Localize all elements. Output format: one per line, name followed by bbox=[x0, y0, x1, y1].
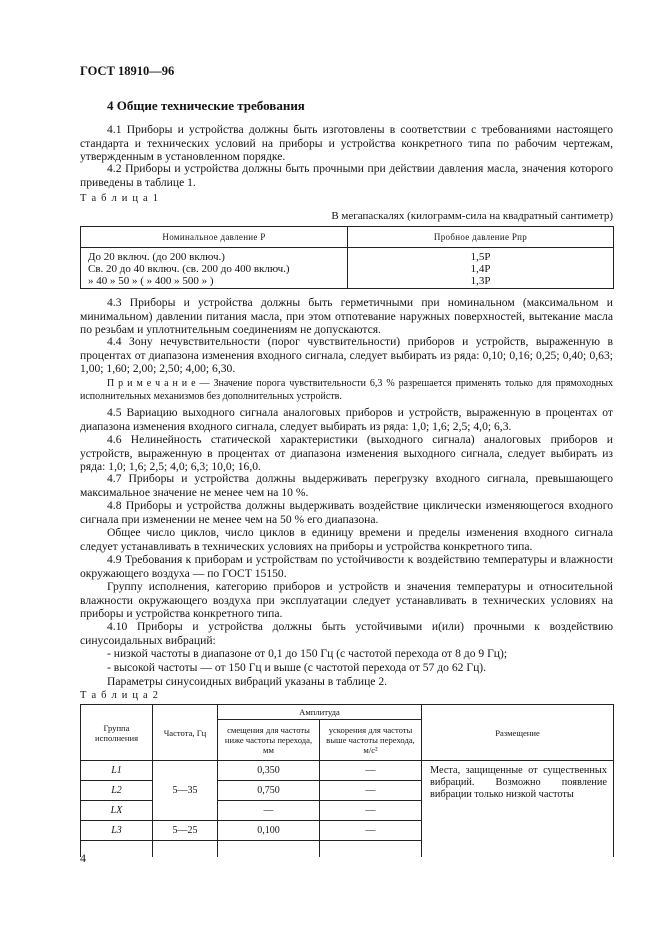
table-row bbox=[81, 761, 614, 781]
paragraph-4-2: 4.2 Приборы и устройства должны быть прочными при действии давления масла, значения которого приведены в таблице 1. bbox=[80, 162, 613, 189]
note: П р и м е ч а н и е — Значение порога чувствительности 6,3 % разрешается применять только для прямоходных исполнительных механизмов без дополнительных устройств. bbox=[80, 378, 613, 402]
table-2-header-frequency: Частота, Гц bbox=[153, 705, 218, 761]
table-2-frequency-cell: 5—25 bbox=[153, 821, 218, 841]
table-2-acceleration-cell: — bbox=[320, 821, 422, 841]
paragraph-4-9-continued: Группу исполнения, категорию приборов и устройств и значения температуры и относительной влажности окружающего воздуха при эксплуатации следует устанавливать в технических условиях на приборы и устройства конкретного типа. bbox=[80, 580, 613, 621]
table-2-empty-cell bbox=[81, 841, 153, 858]
table-2-frequency-cell: 5—35 bbox=[153, 761, 218, 821]
table-2-displacement-cell: — bbox=[218, 801, 320, 821]
table-1-nominal-cell: До 20 включ. (до 200 включ.) bbox=[88, 251, 225, 263]
paragraph-4-4: 4.4 Зону нечувствительности (порог чувствительности) приборов и устройств, выраженную в процентах от диапазона изменения входного сигнала, следует выбирать из ряда: 0,10; 0,16; 0,25; 0,40; 0,63; 1,00; 1,60; 2,00; 2,50; 4,00; 6,30. bbox=[80, 335, 613, 376]
table-2-header-placement: Размещение bbox=[422, 705, 614, 761]
paragraph-4-6: 4.6 Нелинейность статической характеристики (выходного сигнала) аналоговых приборов и устройств, выраженную в процентах от диапазона изменения выходного сигнала, следует выбирать из ряда: 1,0; 1,6; 2,5; 4,0; 6,3; 10,0; 16,0. bbox=[80, 433, 613, 474]
table-2-empty-cell bbox=[218, 841, 320, 858]
table-1-caption: Т а б л и ц а 1 bbox=[80, 193, 160, 204]
paragraph-4-7: 4.7 Приборы и устройства должны выдерживать перегрузку входного сигнала, превышающего максимальное значение не менее чем на 10 %. bbox=[80, 472, 613, 499]
table-1-units: В мегапаскалях (килограмм-сила на квадратный сантиметр) bbox=[331, 210, 613, 222]
table-2-group-cell: L3 bbox=[81, 821, 153, 841]
table-2 bbox=[80, 704, 614, 857]
table-2-header-group: Группа исполнения bbox=[81, 705, 153, 761]
paragraph-4-8: 4.8 Приборы и устройства должны выдерживать воздействие циклически изменяющегося входного сигнала при изменении не менее чем на 50 % его диапазона. bbox=[80, 499, 613, 526]
table-2-acceleration-cell: — bbox=[320, 761, 422, 781]
table-1-nominal-cell: » 40 » 50 » ( » 400 » 500 » ) bbox=[88, 275, 214, 287]
table-1-test-cell: 1,5P bbox=[470, 251, 491, 263]
table-2-caption: Т а б л и ц а 2 bbox=[80, 690, 160, 701]
table-2-header-displacement: смещения для частоты ниже частоты перехода, мм bbox=[218, 720, 320, 761]
table-2-acceleration-cell: — bbox=[320, 801, 422, 821]
table-1-header-nominal: Номинальное давление P bbox=[81, 227, 348, 248]
bullet-high-frequency: - высокой частоты — от 150 Гц и выше (с частотой перехода от 57 до 62 Гц). bbox=[107, 661, 487, 674]
paragraph-4-10: 4.10 Приборы и устройства должны быть устойчивыми и(или) прочными к воздействию синусоидальных вибраций: bbox=[80, 620, 613, 647]
table-1-test-cell: 1,4P bbox=[470, 263, 491, 275]
paragraph-4-3: 4.3 Приборы и устройства должны быть герметичными при номинальном (максимальном и минимальном) давлении питания масла, при этом отпотевание наружных поверхностей, вытекание масла по резьбам и уплотнительным соединениям не допускаются. bbox=[80, 296, 613, 337]
table-2-group-cell: LX bbox=[81, 801, 153, 821]
table-2-acceleration-cell: — bbox=[320, 781, 422, 801]
table-1-nominal-cell: Св. 20 до 40 включ. (св. 200 до 400 включ.) bbox=[88, 263, 290, 275]
table-1-header-test: Пробное давление Pпр bbox=[348, 227, 614, 248]
table-2-empty-cell bbox=[153, 841, 218, 858]
table-2-group-cell: L1 bbox=[81, 761, 153, 781]
table-2-displacement-cell: 0,100 bbox=[218, 821, 320, 841]
table-1-test-column bbox=[348, 248, 614, 289]
table-2-placement-cell: Места, защищенные от существенных вибраций. Возможно появление вибрации только низкой частоты bbox=[422, 761, 614, 858]
page-number: 4 bbox=[80, 851, 86, 865]
paragraph-4-5: 4.5 Вариацию выходного сигнала аналоговых приборов и устройств, выраженную в процентах от диапазона изменения входного сигнала, следует выбирать из ряда: 1,0; 1,6; 2,5; 4,0; 6,3. bbox=[80, 406, 613, 433]
table-1 bbox=[80, 226, 614, 289]
table-2-empty-cell bbox=[320, 841, 422, 858]
paragraph-4-1: 4.1 Приборы и устройства должны быть изготовлены в соответствии с требованиями настоящего стандарта и технических условий на приборы и устройства конкретного типа по рабочим чертежам, утвержденным в установленном порядке. bbox=[80, 123, 613, 164]
bullet-low-frequency: - низкой частоты в диапазоне от 0,1 до 150 Гц (с частотой перехода от 8 до 9 Гц); bbox=[107, 647, 508, 660]
document-header: ГОСТ 18910—96 bbox=[80, 64, 175, 78]
paragraph-4-8-continued: Общее число циклов, число циклов в единицу времени и пределы изменения входного сигнала следует устанавливать в технических условиях на приборы и устройства конкретного типа. bbox=[80, 526, 613, 553]
paragraph-4-10-continued: Параметры синусоидных вибраций указаны в таблице 2. bbox=[107, 675, 388, 688]
table-2-group-cell: L2 bbox=[81, 781, 153, 801]
table-2-displacement-cell: 0,350 bbox=[218, 761, 320, 781]
table-2-displacement-cell: 0,750 bbox=[218, 781, 320, 801]
section-title: 4 Общие технические требования bbox=[107, 98, 305, 113]
paragraph-4-9: 4.9 Требования к приборам и устройствам по устойчивости к воздействию температуры и влажности окружающего воздуха — по ГОСТ 15150. bbox=[80, 553, 613, 580]
table-2-header-amplitude: Амплитуда bbox=[218, 705, 422, 720]
table-1-test-cell: 1,3P bbox=[470, 275, 491, 287]
table-2-header-acceleration: ускорения для частоты выше частоты перехода, м/с² bbox=[320, 720, 422, 761]
table-1-nominal-column bbox=[81, 248, 348, 289]
